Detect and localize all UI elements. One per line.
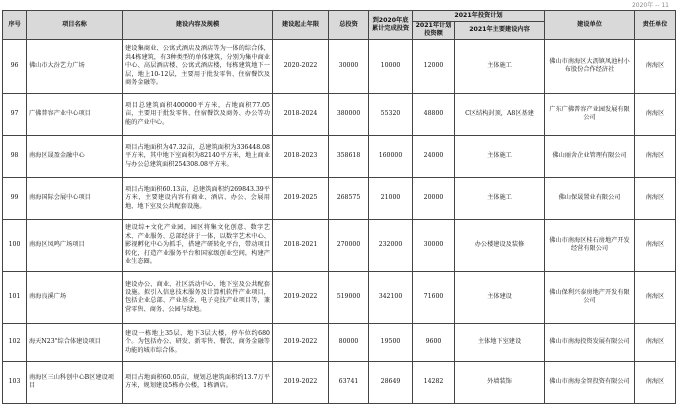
row-name: 南海区晟盈金融中心 bbox=[27, 135, 123, 177]
row-seq: 96 bbox=[3, 39, 27, 93]
row-seq: 101 bbox=[3, 271, 27, 323]
row-content: 建设综+文化产业园，园区将集文化创意、数字艺术、产业服务、总部经济于一体，以数字艺术中心、影视孵化中心为抓手，搭建产研转化平台，带动项目转化，打造产业服务平台和国家级创业空间，构建产业生态圈。 bbox=[123, 219, 273, 271]
row-unit: 佛山保利兴泰房地产开发有限公司 bbox=[545, 271, 635, 323]
table-row bbox=[3, 135, 676, 177]
row-unit: 佛山市南海区大沥镇凤池村小布股份合作经济社 bbox=[545, 39, 635, 93]
row-content: 项目总建筑面积400000平方米，占地面积77.05亩，主要用于批发零售、住宿餐饮及商务、办公等功能的产业中心。 bbox=[123, 93, 273, 135]
row-plan-amount: 48800 bbox=[413, 93, 455, 135]
header-plan-amount: 2021年计划投资额 bbox=[413, 22, 455, 40]
row-content: 项目占地面积60.05亩，规划总建筑面积约13.7万平方米，规划建设5栋办公楼，1栋酒店。 bbox=[123, 361, 273, 403]
row-unit: 佛山保晟置业有限公司 bbox=[545, 177, 635, 219]
row-name: 南海区凤鸣广场项目 bbox=[27, 219, 123, 271]
header-name: 项目名称 bbox=[27, 11, 123, 40]
row-content: 建设一栋地上35层、地下3层大楼，停车位约680个。为包括办公、研发、新零售、餐饮、商务金融等功能的城市综合体。 bbox=[123, 323, 273, 361]
row-name: 海天N23"综合体建设项目 bbox=[27, 323, 123, 361]
row-plan-content: 主体施工 bbox=[455, 135, 545, 177]
row-unit: 佛山市南海投资发展有限公司 bbox=[545, 323, 635, 361]
table-row bbox=[3, 271, 676, 323]
row-unit: 广东广佛普容产业园发展有限公司 bbox=[545, 93, 635, 135]
row-completed: 232000 bbox=[369, 219, 413, 271]
row-period: 2020-2022 bbox=[273, 39, 329, 93]
table-row bbox=[3, 323, 676, 361]
row-total: 268575 bbox=[329, 177, 369, 219]
row-total: 380000 bbox=[329, 93, 369, 135]
table-row bbox=[3, 219, 676, 271]
row-plan-content: 主体地下室建设 bbox=[455, 323, 545, 361]
row-resp: 南海区 bbox=[635, 271, 676, 323]
header-plan-group: 2021年投资计划 bbox=[413, 11, 545, 22]
table-row bbox=[3, 93, 676, 135]
row-period: 2018-2023 bbox=[273, 135, 329, 177]
header-unit: 建设单位 bbox=[545, 11, 635, 40]
row-plan-amount: 71600 bbox=[413, 271, 455, 323]
row-plan-content: C区结构封顶，A8区基建 bbox=[455, 93, 545, 135]
row-content: 建设集商业、公寓式酒店及酒店等为一体的综合体，共4栋建筑，有3种类型的单体建筑，分别为集中商业中心、高层酒店楼、公寓式酒店楼，每栋建筑地下一层，地上10-12层，主要用于批发零售、住宿餐饮及商务金融等。 bbox=[123, 39, 273, 93]
row-resp: 南海区 bbox=[635, 323, 676, 361]
row-total: 80000 bbox=[329, 323, 369, 361]
project-table bbox=[2, 10, 676, 404]
row-plan-content: 主体施工 bbox=[455, 177, 545, 219]
header-resp: 责任单位 bbox=[635, 11, 676, 40]
row-unit: 佛山市南海金智投资有限公司 bbox=[545, 361, 635, 403]
row-completed: 28649 bbox=[369, 361, 413, 403]
row-resp: 南海区 bbox=[635, 361, 676, 403]
header-content: 建设内容及规模 bbox=[123, 11, 273, 40]
row-total: 358618 bbox=[329, 135, 369, 177]
row-name: 南海国际会展中心项目 bbox=[27, 177, 123, 219]
header-completed: 到2020年底累计完成投资 bbox=[369, 11, 413, 40]
row-period: 2018-2021 bbox=[273, 219, 329, 271]
row-period: 2019-2022 bbox=[273, 361, 329, 403]
row-resp: 南海区 bbox=[635, 39, 676, 93]
row-completed: 19500 bbox=[369, 323, 413, 361]
table-row bbox=[3, 39, 676, 93]
row-plan-amount: 30000 bbox=[413, 219, 455, 271]
row-name: 南海良溪广场 bbox=[27, 271, 123, 323]
row-completed: 10000 bbox=[369, 39, 413, 93]
row-name: 佛山市大汾艺力广场 bbox=[27, 39, 123, 93]
row-seq: 99 bbox=[3, 177, 27, 219]
header-plan-content: 2021年主要建设内容 bbox=[455, 22, 545, 40]
row-unit: 佛山丽舍企业管理有限公司 bbox=[545, 135, 635, 177]
row-resp: 南海区 bbox=[635, 219, 676, 271]
row-plan-content: 办公楼建设及装修 bbox=[455, 219, 545, 271]
row-total: 270000 bbox=[329, 219, 369, 271]
row-total: 519000 bbox=[329, 271, 369, 323]
row-plan-amount: 24000 bbox=[413, 135, 455, 177]
header-seq: 序号 bbox=[3, 11, 27, 40]
row-resp: 南海区 bbox=[635, 135, 676, 177]
header-total: 总投资 bbox=[329, 11, 369, 40]
row-content: 项目占地面积60.13亩，总建筑面积约269843.39平方米，主要建设内容有商业、酒店、办公、会展用地、地下室及公共配套设施。 bbox=[123, 177, 273, 219]
row-unit: 佛山市南海区桂石房地产开发经营有限公司 bbox=[545, 219, 635, 271]
row-content: 项目占地面积为47.32亩，总建筑面积为336448.08平方米，其中地下室面积为82140平方米，地上商业与办公总建筑面积254308.08平方米。 bbox=[123, 135, 273, 177]
row-period: 2019-2022 bbox=[273, 271, 329, 323]
row-total: 30000 bbox=[329, 39, 369, 93]
row-period: 2018-2024 bbox=[273, 93, 329, 135]
table-row bbox=[3, 177, 676, 219]
row-plan-content: 主体施工 bbox=[455, 39, 545, 93]
row-seq: 98 bbox=[3, 135, 27, 177]
row-name: 南海区三山科创中心B区建设项目 bbox=[27, 361, 123, 403]
row-resp: 南海区 bbox=[635, 177, 676, 219]
header-period: 建设起止年限 bbox=[273, 11, 329, 40]
row-plan-amount: 20000 bbox=[413, 177, 455, 219]
row-seq: 100 bbox=[3, 219, 27, 271]
row-completed: 160000 bbox=[369, 135, 413, 177]
row-plan-amount: 9600 bbox=[413, 323, 455, 361]
row-plan-content: 主体建设 bbox=[455, 271, 545, 323]
row-period: 2019-2022 bbox=[273, 323, 329, 361]
row-plan-amount: 14282 bbox=[413, 361, 455, 403]
row-name: 广佛普容产业中心项目 bbox=[27, 93, 123, 135]
row-resp: 南海区 bbox=[635, 93, 676, 135]
row-period: 2019-2025 bbox=[273, 177, 329, 219]
row-plan-amount: 12000 bbox=[413, 39, 455, 93]
row-plan-content: 外墙装饰 bbox=[455, 361, 545, 403]
row-total: 63741 bbox=[329, 361, 369, 403]
row-content: 建设办公、商业、社区活动中心、地下室及公共配套设施。拟引入信息技术服务及计算机软件产业项目，包括企业总部、产业基金、电子竞技产业项目等，兼营零售、商务、公园与绿地。 bbox=[123, 271, 273, 323]
row-seq: 102 bbox=[3, 323, 27, 361]
row-seq: 97 bbox=[3, 93, 27, 135]
page-number: 2020年 -- 11 bbox=[631, 2, 669, 9]
row-completed: 55320 bbox=[369, 93, 413, 135]
row-seq: 103 bbox=[3, 361, 27, 403]
table-row bbox=[3, 361, 676, 403]
row-completed: 21000 bbox=[369, 177, 413, 219]
row-completed: 342100 bbox=[369, 271, 413, 323]
